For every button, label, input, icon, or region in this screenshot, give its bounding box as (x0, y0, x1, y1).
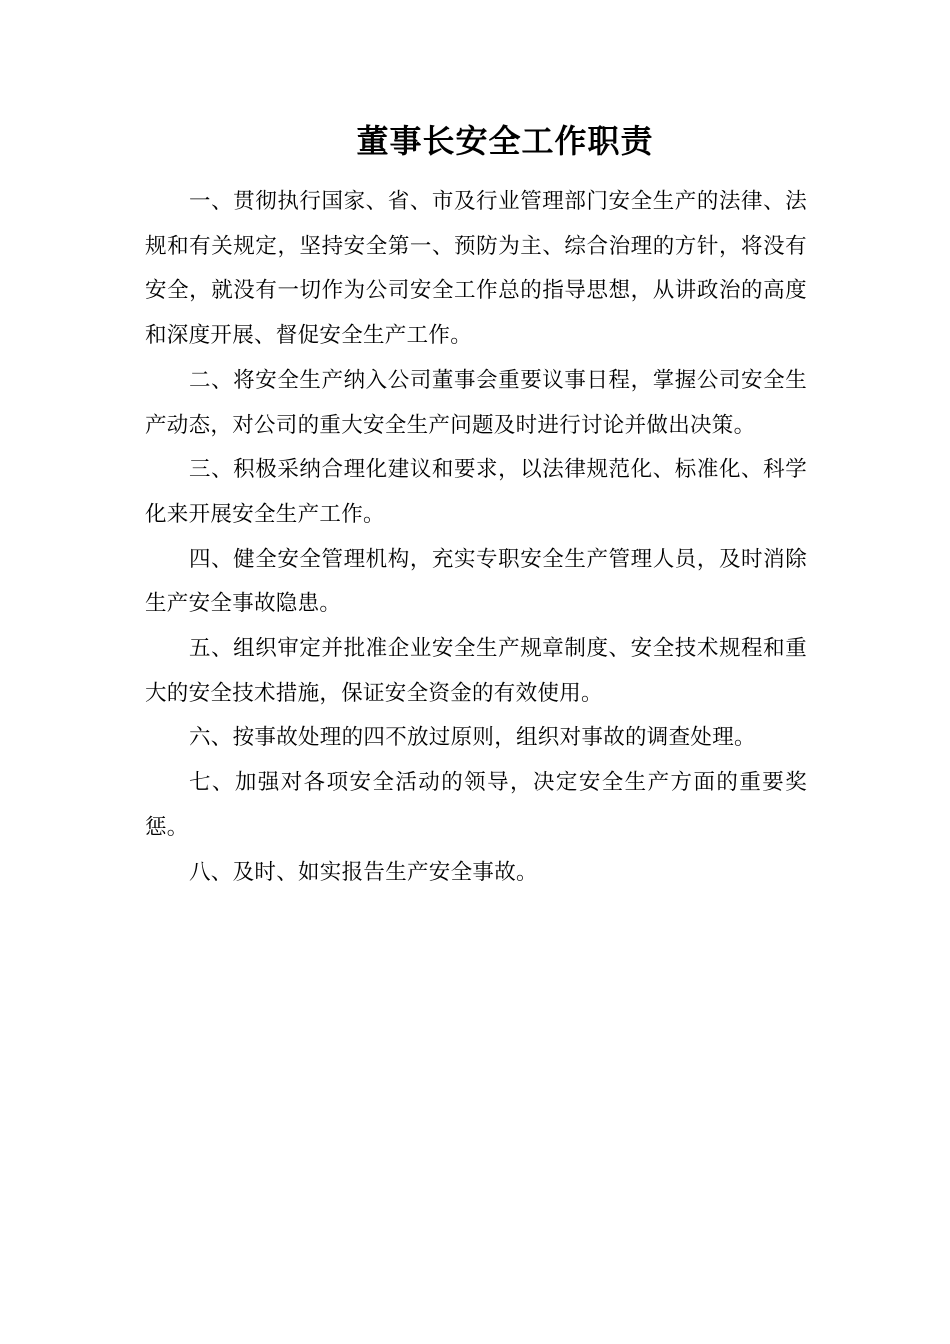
paragraph-6: 六、按事故处理的四不放过原则，组织对事故的调查处理。 (189, 725, 756, 751)
paragraph-1: 一、贯彻执行国家、省、市及行业管理部门安全生产的法律、法规和有关规定，坚持安全第一、预防为主、综合治理的方针，将没有安全，就没有一切作为公司安全工作总的指导思想，从讲政治的高度和深度开展、督促安全生产工作。 (145, 189, 807, 349)
paragraph-2: 二、将安全生产纳入公司董事会重要议事日程，掌握公司安全生产动态，对公司的重大安全生产问题及时进行讨论并做出决策。 (145, 367, 807, 438)
document-title: 董事长安全工作职责 (356, 122, 654, 160)
paragraph-8: 八、及时、如实报告生产安全事故。 (189, 859, 538, 885)
paragraph-5: 五、组织审定并批准企业安全生产规章制度、安全技术规程和重大的安全技术措施，保证安全资金的有效使用。 (145, 636, 807, 706)
document-body (145, 180, 807, 895)
paragraph-3: 三、积极采纳合理化建议和要求，以法律规范化、标准化、科学化来开展安全生产工作。 (145, 457, 807, 527)
paragraph-4: 四、健全安全管理机构，充实专职安全生产管理人员，及时消除生产安全事故隐患。 (145, 546, 807, 617)
paragraph-7: 七、加强对各项安全活动的领导，决定安全生产方面的重要奖惩。 (145, 770, 807, 840)
